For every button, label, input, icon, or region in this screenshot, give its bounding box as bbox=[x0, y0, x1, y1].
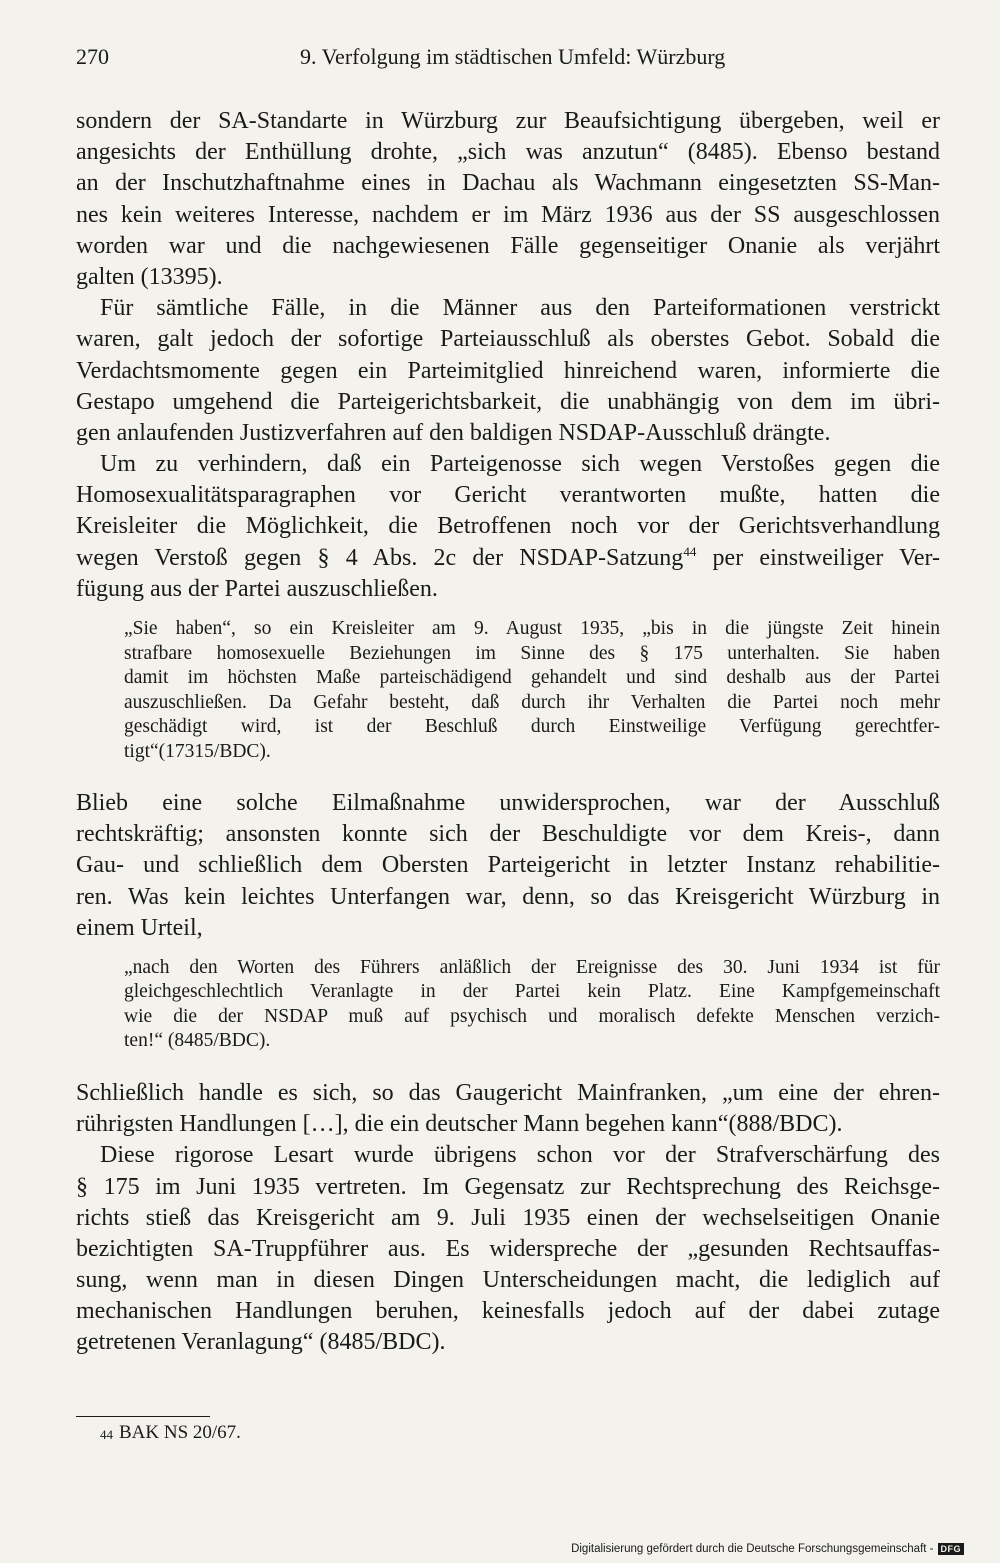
text-line: Verdachtsmomente gegen ein Parteimitglied hinreichend waren, informierte die bbox=[76, 357, 940, 384]
text-line: § 175 im Juni 1935 vertreten. Im Gegensatz zur Rechtsprechung des Reichsge- bbox=[76, 1173, 940, 1200]
quote-line: strafbare homosexuelle Beziehungen im Sinne des § 175 unterhalten. Sie haben bbox=[124, 642, 940, 664]
paragraph bbox=[76, 449, 940, 605]
running-title: 9. Verfolgung im städtischen Umfeld: Würzburg bbox=[300, 44, 726, 69]
text-line: Schließlich handle es sich, so das Gaugericht Mainfranken, „um eine der ehren- bbox=[76, 1079, 940, 1106]
text-line: gen anlaufenden Justizverfahren auf den baldigen NSDAP-Ausschluß drängte. bbox=[76, 419, 831, 446]
text-line: waren, galt jedoch der sofortige Parteiausschluß als oberstes Gebot. Sobald die bbox=[76, 326, 940, 353]
text-line: Kreisleiter die Möglichkeit, die Betroffenen noch vor der Gerichtsverhandlung bbox=[76, 513, 940, 540]
footnote-divider bbox=[76, 1416, 210, 1417]
dfg-logo: DFG bbox=[938, 1543, 965, 1555]
quote-line: damit im höchsten Maße parteischädigend gehandelt und sind deshalb aus der Partei bbox=[124, 667, 940, 688]
text-line: ren. Was kein leichtes Unterfangen war, denn, so das Kreisgericht Würzburg in bbox=[76, 883, 940, 910]
text-line: getretenen Veranlagung“ (8485/BDC). bbox=[76, 1329, 446, 1356]
block-quote bbox=[76, 617, 940, 764]
paragraph bbox=[76, 1140, 940, 1358]
text-line: galten (13395). bbox=[76, 263, 223, 290]
footnote-text: BAK NS 20/67. bbox=[119, 1422, 241, 1443]
paragraph bbox=[76, 788, 940, 944]
text-line: rechtskräftig; ansonsten konnte sich der Beschuldigte vor dem Kreis-, dann bbox=[76, 821, 940, 848]
footnote-marker: 44 bbox=[100, 1427, 113, 1442]
text-line: fügung aus der Partei auszuschließen. bbox=[76, 575, 438, 602]
quote-line: gleichgeschlechtlich Veranlagte in der Partei kein Platz. Eine Kampfgemeinschaft bbox=[124, 981, 940, 1003]
digitization-text: Digitalisierung gefördert durch die Deutsche Forschungsgemeinschaft - bbox=[571, 1543, 934, 1555]
page-header bbox=[76, 44, 940, 76]
text-line: sung, wenn man in diesen Dingen Unterscheidungen macht, die lediglich auf bbox=[76, 1267, 940, 1294]
text-line: angesichts der Enthüllung drohte, „sich was anzutun“ (8485). Ebenso bestand bbox=[76, 139, 940, 166]
text-line: rührigsten Handlungen […], die ein deutscher Mann begehen kann“(888/BDC). bbox=[76, 1111, 843, 1138]
text-line: Um zu verhindern, daß ein Parteigenosse sich wegen Verstoßes gegen die bbox=[100, 451, 940, 478]
digitization-notice bbox=[571, 1543, 964, 1555]
text-line: Diese rigorose Lesart wurde übrigens schon vor der Strafverschärfung des bbox=[100, 1142, 940, 1169]
text-line: Gau- und schließlich dem Obersten Parteigericht in letzter Instanz rehabilitie- bbox=[76, 852, 940, 879]
text-segment: wegen Verstoß gegen § 4 Abs. 2c der NSDAP-Satzung bbox=[76, 544, 684, 571]
text-segment: per einstweiliger Ver- bbox=[696, 544, 940, 571]
text-line: bezichtigten SA-Truppführer aus. Es widerspreche der „gesunden Rechtsauffas- bbox=[76, 1235, 940, 1262]
quote-line: geschädigt wird, ist der Beschluß durch Einstweilige Verfügung gerechtfer- bbox=[124, 716, 940, 737]
text-line-with-footnote bbox=[76, 543, 940, 574]
footnote-reference[interactable]: 44 bbox=[683, 543, 697, 559]
footnote bbox=[100, 1420, 241, 1446]
quote-line: auszuschließen. Da Gefahr besteht, daß durch ihr Verhalten die Partei noch mehr bbox=[124, 691, 940, 713]
text-line: Für sämtliche Fälle, in die Männer aus den Parteiformationen verstrickt bbox=[100, 295, 940, 322]
text-line: nes kein weiteres Interesse, nachdem er im März 1936 aus der SS ausgeschlossen bbox=[76, 201, 940, 228]
quote-line: ten!“ (8485/BDC). bbox=[124, 1030, 271, 1052]
text-line: einem Urteil, bbox=[76, 914, 203, 941]
text-line: sondern der SA-Standarte in Würzburg zur Beaufsichtigung übergeben, weil er bbox=[76, 108, 940, 134]
text-line: richts stieß das Kreisgericht am 9. Juli 1935 einen der wechselseitigen Onanie bbox=[76, 1204, 940, 1231]
quote-line: wie die der NSDAP muß auf psychisch und moralisch defekte Menschen verzich- bbox=[124, 1005, 940, 1027]
page-number: 270 bbox=[76, 44, 109, 69]
text-line: an der Inschutzhaftnahme eines in Dachau als Wachmann eingesetzten SS-Man- bbox=[76, 170, 940, 197]
text-line: worden war und die nachgewiesenen Fälle gegenseitiger Onanie als verjährt bbox=[76, 232, 940, 259]
quote-line: tigt“(17315/BDC). bbox=[124, 740, 271, 762]
text-line: Blieb eine solche Eilmaßnahme unwidersprochen, war der Ausschluß bbox=[76, 790, 940, 816]
paragraph bbox=[76, 106, 940, 293]
block-quote bbox=[76, 956, 940, 1054]
text-line: mechanischen Handlungen beruhen, keinesfalls jedoch auf der dabei zutage bbox=[76, 1298, 940, 1325]
text-line: Homosexualitätsparagraphen vor Gericht verantworten mußte, hatten die bbox=[76, 482, 940, 509]
text-line: Gestapo umgehend die Parteigerichtsbarkeit, die unabhängig von dem im übri- bbox=[76, 388, 940, 415]
quote-line: „nach den Worten des Führers anläßlich der Ereignisse des 30. Juni 1934 ist für bbox=[124, 956, 940, 978]
paragraph bbox=[76, 293, 940, 449]
quote-line: „Sie haben“, so ein Kreisleiter am 9. August 1935, „bis in die jüngste Zeit hinein bbox=[124, 618, 940, 639]
paragraph bbox=[76, 1078, 940, 1140]
body-text bbox=[76, 106, 940, 1359]
